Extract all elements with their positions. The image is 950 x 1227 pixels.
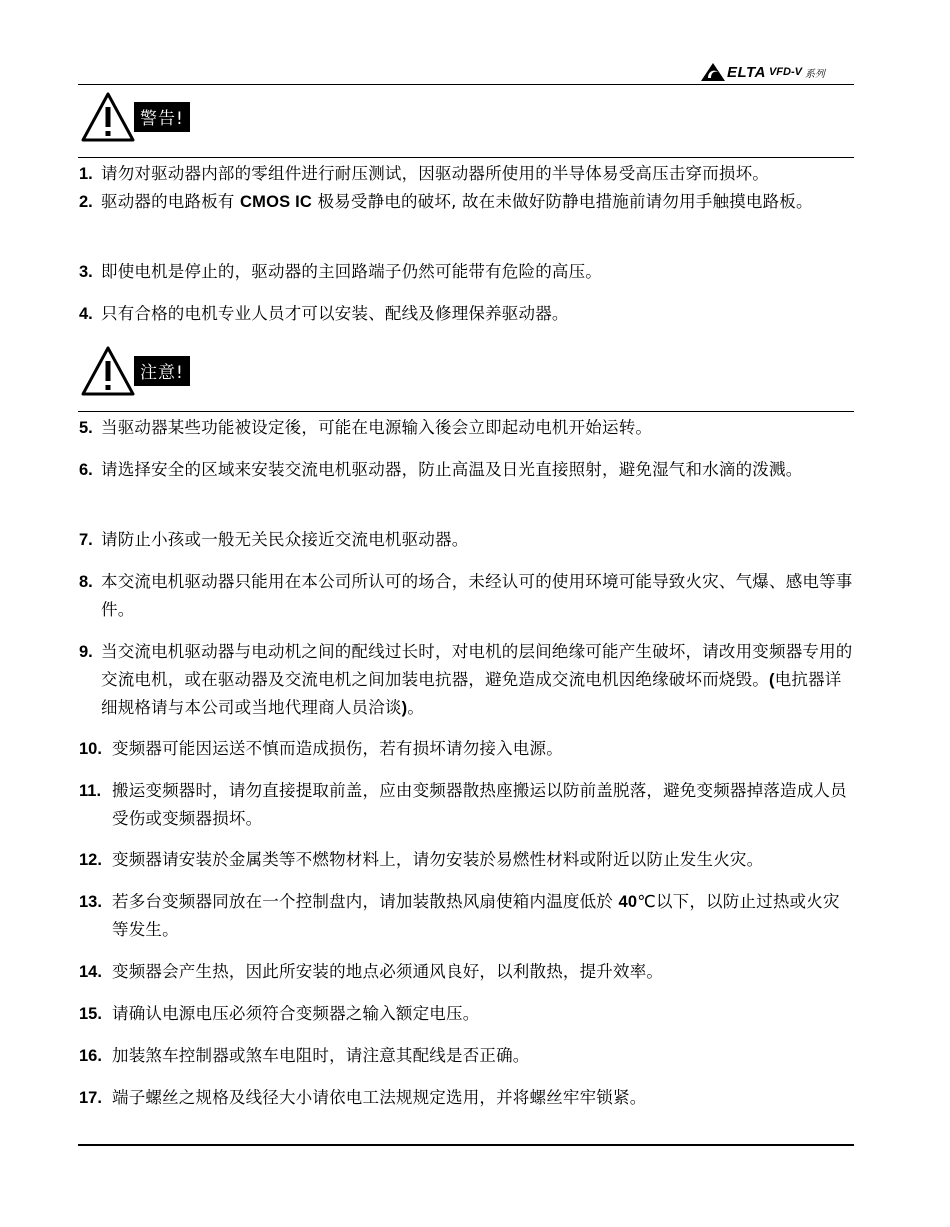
item-text: 只有合格的电机专业人员才可以安装、配线及修理保养驱动器。: [101, 304, 569, 323]
item-text-bold: (: [769, 671, 775, 689]
item-text: 请勿对驱动器内部的零组件进行耐压测试，因驱动器所使用的半导体易受高压击穿而损坏。: [101, 164, 769, 183]
list-item-3: [79, 258, 854, 286]
item-text: 搬运变频器时，请勿直接提取前盖，应由变频器散热座搬运以防前盖脱落，避免变频器掉落造成人员受伤或变频器损坏。: [112, 781, 847, 828]
header-divider: [78, 84, 854, 85]
item-text-part: 。: [407, 698, 425, 717]
caution-label: 注意!: [134, 356, 190, 386]
item-text: 本交流电机驱动器只能用在本公司所认可的场合，未经认可的使用环境可能导致火灾、气爆、感电等事件。: [101, 572, 853, 619]
item-text: 加装煞车控制器或煞车电阻时，请注意其配线是否正确。: [112, 1046, 530, 1065]
warning-divider: [78, 157, 854, 158]
item-text: 当驱动器某些功能被设定後，可能在电源输入後会立即起动电机开始运转。: [101, 418, 653, 437]
brand-name: ELTA: [727, 63, 766, 81]
item-text: 请防止小孩或一般无关民众接近交流电机驱动器。: [101, 530, 469, 549]
item-text-part: 驱动器的电路板有: [101, 192, 241, 211]
delta-logo-mark-icon: [700, 62, 726, 82]
list-item-8: [79, 568, 854, 624]
item-text-part: 电抗器详细规格请与本公司或当地代理商人员洽谈: [101, 670, 842, 717]
item-number: 17.: [79, 1089, 102, 1107]
list-item-11: [79, 777, 854, 833]
item-text: 即使电机是停止的，驱动器的主回路端子仍然可能带有危险的高压。: [101, 262, 602, 281]
item-text: 变频器请安装於金属类等不燃物材料上，请勿安装於易燃性材料或附近以防止发生火灾。: [112, 850, 764, 869]
list-item-17: [79, 1084, 854, 1112]
item-number: 6.: [79, 461, 93, 479]
list-item-1: [79, 160, 854, 188]
item-number: 7.: [79, 531, 93, 549]
item-text: 请选择安全的区域来安装交流电机驱动器，防止高温及日光直接照射，避免湿气和水滴的泼溅。: [101, 460, 803, 479]
item-number: 9.: [79, 643, 93, 661]
warning-triangle-icon: [80, 91, 136, 143]
list-item-4: [79, 300, 854, 328]
item-text: 变频器可能因运送不慎而造成损伤，若有损坏请勿接入电源。: [112, 739, 563, 758]
item-text-bold: CMOS IC: [240, 193, 313, 211]
list-item-13: [79, 888, 854, 944]
item-text: 请确认电源电压必须符合变频器之输入额定电压。: [112, 1004, 480, 1023]
caution-heading: [80, 344, 190, 398]
item-number: 10.: [79, 740, 102, 758]
item-text-part: 若多台变频器同放在一个控制盘内，请加装散热风扇使箱内温度低於: [112, 892, 619, 911]
warning-heading: [80, 90, 190, 144]
item-number: 13.: [79, 893, 102, 911]
delta-logo: [700, 62, 825, 82]
item-number: 14.: [79, 963, 102, 981]
item-text-part: ℃以下，以防止过热或火灾等发生。: [112, 892, 840, 939]
footer-divider: [78, 1144, 854, 1146]
item-number: 12.: [79, 851, 102, 869]
list-item-10: [79, 735, 854, 763]
item-number: 2.: [79, 193, 93, 211]
item-number: 4.: [79, 305, 93, 323]
page-header: [0, 0, 950, 90]
item-number: 15.: [79, 1005, 102, 1023]
item-number: 1.: [79, 165, 93, 183]
list-item-15: [79, 1000, 854, 1028]
list-item-6: [79, 456, 854, 484]
list-item-7: [79, 526, 854, 554]
item-text: 端子螺丝之规格及线径大小请依电工法规规定选用，并将螺丝牢牢锁紧。: [112, 1088, 647, 1107]
product-series: 系列: [804, 68, 825, 80]
caution-triangle-icon: [80, 345, 136, 397]
item-text-bold: ): [401, 699, 408, 717]
item-text: [101, 638, 854, 722]
item-text: [112, 888, 854, 944]
list-item-5: [79, 414, 854, 442]
item-text-part: 极易受静电的破坏, 故在未做好防静电措施前请勿用手触摸电路板。: [312, 192, 813, 211]
list-item-2: [79, 188, 854, 216]
warning-label: 警告!: [134, 102, 190, 132]
product-model: VFD-V: [768, 66, 802, 78]
item-number: 11.: [79, 782, 102, 800]
list-item-14: [79, 958, 854, 986]
item-number: 8.: [79, 573, 93, 591]
item-number: 3.: [79, 263, 93, 281]
item-text: [101, 188, 854, 216]
list-item-12: [79, 846, 854, 874]
item-text: 变频器会产生热，因此所安装的地点必须通风良好，以利散热，提升效率。: [112, 962, 664, 981]
caution-divider: [78, 411, 854, 412]
item-text-part: 当交流电机驱动器与电动机之间的配线过长时，对电机的层间绝缘可能产生破坏，请改用变频器专用的交流电机，或在驱动器及交流电机之间加装电抗器，避免造成交流电机因绝缘破坏而烧毁。: [101, 642, 853, 689]
list-item-16: [79, 1042, 854, 1070]
item-number: 16.: [79, 1047, 102, 1065]
item-number: 5.: [79, 419, 93, 437]
list-item-9: [79, 638, 854, 722]
item-text-bold: 40: [618, 893, 638, 911]
